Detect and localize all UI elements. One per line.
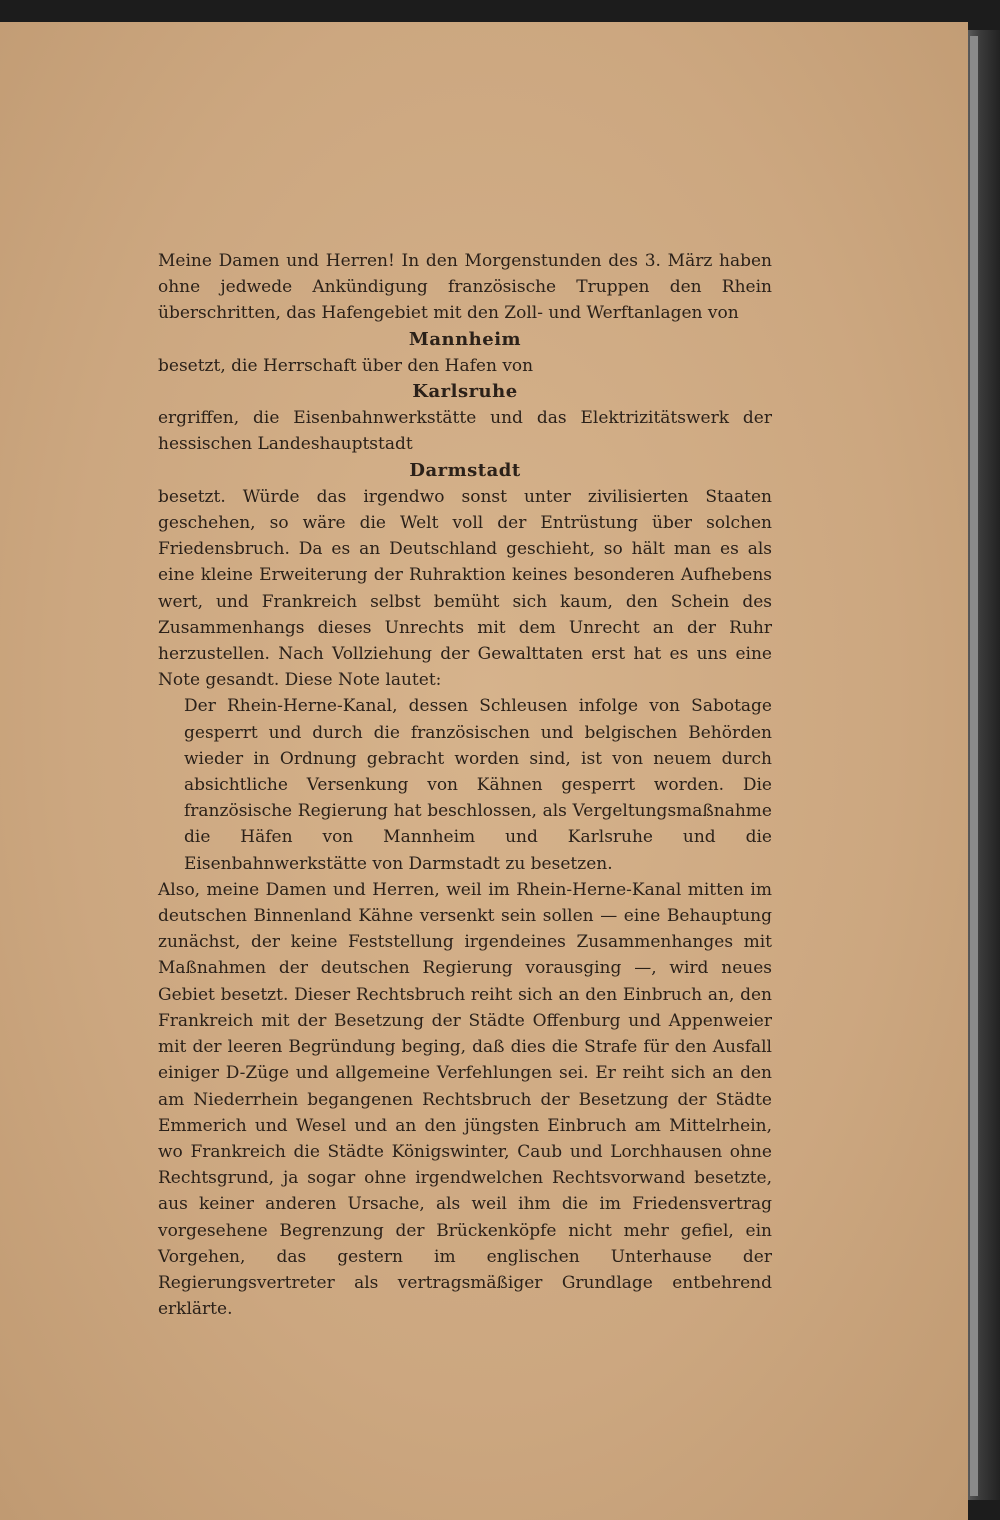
heading-darmstadt: Darmstadt <box>409 459 521 481</box>
heading-karlsruhe: Karlsruhe <box>412 381 518 403</box>
heading-mannheim: Mannheim <box>408 328 522 350</box>
paragraph-4: besetzt. Würde das irgendwo sonst unter zivilisierten Staaten geschehen, so wäre die Welt voll der Entrüstung über solchen Friedensbruch. Da es an Deutschland geschieht, so hält man es als eine kleine Erweiterung der Ruhraktion keines besonderen Aufhebens wert, und Frankreich selbst bemüht sich kaum, den Schein des Zusammenhangs dieses Unrechts mit dem Unrecht an der Ruhr herzustellen. Nach Vollziehung der Gewalttaten erst hat es uns eine Note gesandt. Diese Note lautet: <box>158 486 772 691</box>
paragraph-3: ergriffen, die Eisenbahnwerkstätte und das Elektrizitätswerk der hessischen Landeshauptstadt <box>158 408 772 455</box>
text-block <box>158 248 772 1322</box>
book-page <box>0 22 968 1520</box>
book-spine-line <box>970 36 978 1496</box>
paragraph-5: Also, meine Damen und Herren, weil im Rhein-Herne-Kanal mitten im deutschen Binnenland Kähne versenkt sein sollen — eine Behauptung zunächst, der keine Feststellung irgendeines Zusammenhanges mit Maßnahmen der deutschen Regierung vorausging —, wird neues Gebiet besetzt. Dieser Rechtsbruch reiht sich an den Einbruch an, den Frankreich mit der Besetzung der Städte Offenburg und Appenweier mit der leeren Begründung beging, daß dies die Strafe für den Ausfall einiger D-Züge und allgemeine Verfehlungen sei. Er reiht sich an den am Niederrhein begangenen Rechtsbruch der Besetzung der Städte Emmerich und Wesel und an den jüngsten Einbruch am Mittelrhein, wo Frankreich die Städte Königswinter, Caub und Lorchhausen ohne Rechtsgrund, ja sogar ohne irgendwelchen Rechtsvorwand besetzte, aus keiner anderen Ursache, als weil ihm die im Friedensvertrag vorgesehene Begrenzung der Brückenköpfe nicht mehr gefiel, ein Vorgehen, das gestern im englischen Unterhause der Regierungsvertreter als vertragsmäßiger Grundlage entbehrend erklärte. <box>158 879 772 1320</box>
quoted-note: Der Rhein-Herne-Kanal, dessen Schleusen infolge von Sabotage gesperrt und durch die französischen und belgischen Behörden wieder in Ordnung gebracht worden sind, ist von neuem durch absichtliche Versenkung von Kähnen gesperrt worden. Die französische Regierung hat beschlossen, als Vergeltungsmaßnahme die Häfen von Mannheim und Karlsruhe und die Eisenbahnwerkstätte von Darmstadt zu besetzen. <box>184 696 772 874</box>
paragraph-2: besetzt, die Herrschaft über den Hafen von <box>158 355 534 376</box>
paragraph-1: Meine Damen und Herren! In den Morgenstunden des 3. März haben ohne jedwede Ankündigung französische Truppen den Rhein überschritten, das Hafengebiet mit den Zoll- und Werftanlagen von <box>158 251 772 324</box>
